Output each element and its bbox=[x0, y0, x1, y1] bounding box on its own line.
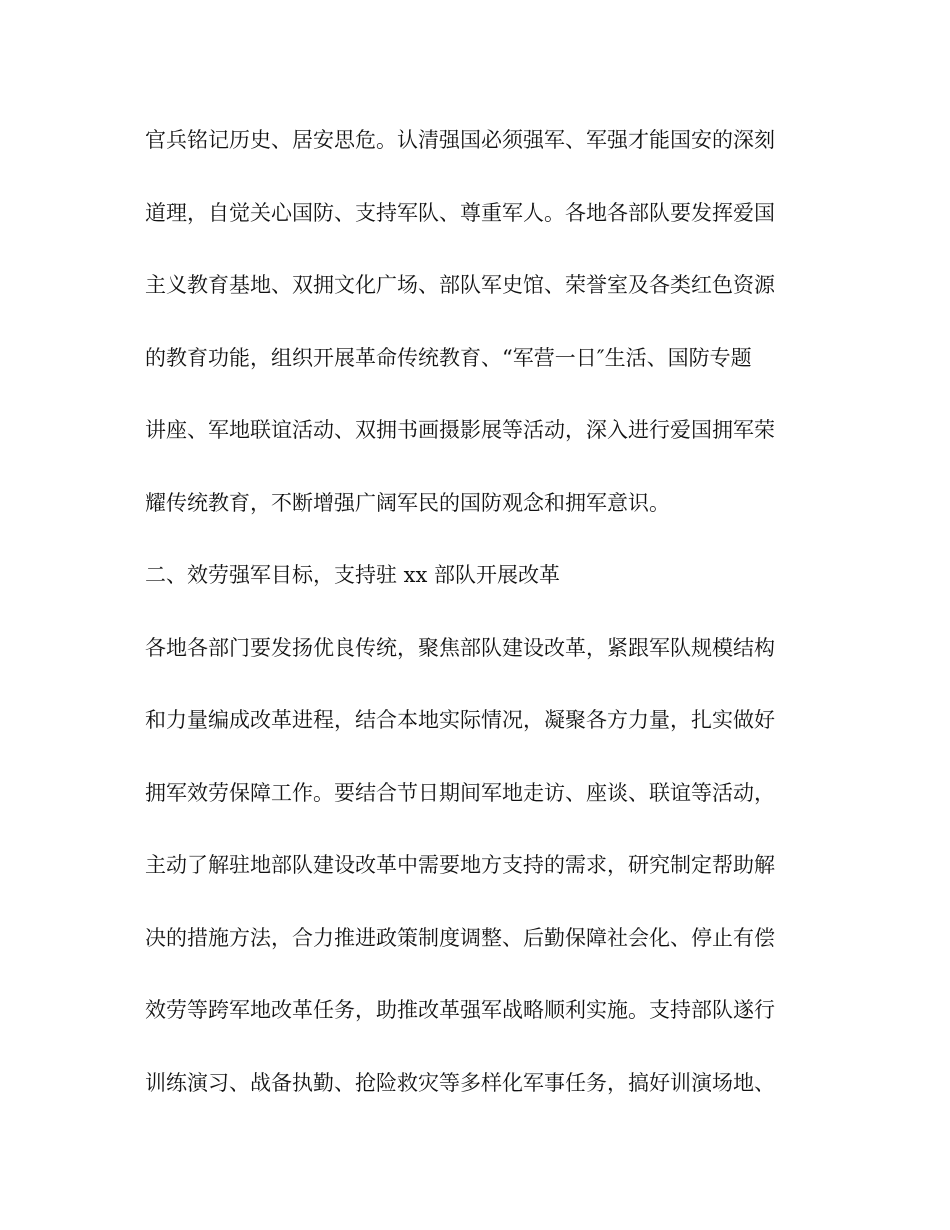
section-heading: 二、效劳强军目标，支持驻 xx 部队开展改革 bbox=[145, 563, 561, 587]
text-line-3: 主义教育基地、双拥文化广场、部队军史馆、荣誉室及各类红色资源 bbox=[145, 273, 775, 297]
text-line-8: 各地各部门要发扬优良传统，聚焦部队建设改革，紧跟军队规模结构 bbox=[145, 636, 775, 660]
text-line-13: 效劳等跨军地改革任务，助推改革强军战略顺利实施。支持部队遂行 bbox=[145, 998, 775, 1022]
text-line-10: 拥军效劳保障工作。要结合节日期间军地走访、座谈、联谊等活动， bbox=[145, 781, 775, 805]
text-line-12: 决的措施方法，合力推进政策制度调整、后勤保障社会化、停止有偿 bbox=[145, 926, 775, 950]
text-line-5: 讲座、军地联谊活动、双拥书画摄影展等活动，深入进行爱国拥军荣 bbox=[145, 418, 775, 442]
text-line-6: 耀传统教育，不断增强广阔军民的国防观念和拥军意识。 bbox=[145, 491, 670, 515]
text-line-1: 官兵铭记历史、居安思危。认清强国必须强军、军强才能国安的深刻 bbox=[145, 128, 775, 152]
text-line-4: 的教育功能，组织开展革命传统教育、“军营一日″生活、国防专题 bbox=[145, 346, 752, 370]
text-line-2: 道理，自觉关心国防、支持军队、尊重军人。各地各部队要发挥爱国 bbox=[145, 201, 775, 225]
text-line-11: 主动了解驻地部队建设改革中需要地方支持的需求，研究制定帮助解 bbox=[145, 853, 775, 877]
text-line-14: 训练演习、战备执勤、抢险救灾等多样化军事任务，搞好训演场地、 bbox=[145, 1071, 775, 1095]
text-line-9: 和力量编成改革进程，结合本地实际情况，凝聚各方力量，扎实做好 bbox=[145, 708, 775, 732]
